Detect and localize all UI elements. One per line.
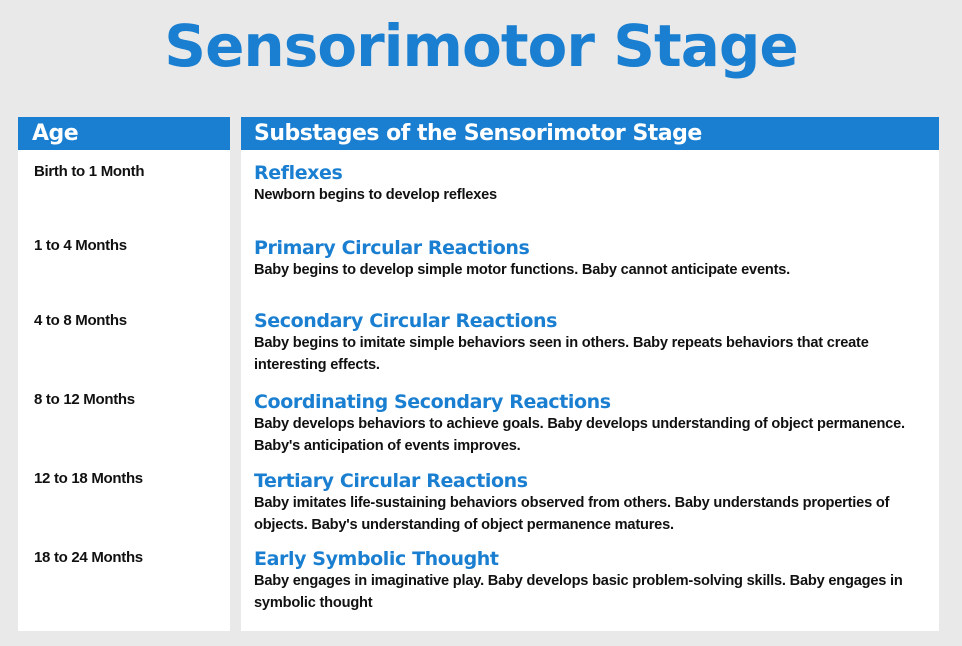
substage-early-symbolic-thought bbox=[254, 547, 924, 614]
substage-tertiary-circular-reactions bbox=[254, 469, 924, 536]
substage-description: Baby develops behaviors to achieve goals. Baby develops understanding of object permanence. Baby's anticipation of events improves. bbox=[254, 416, 905, 454]
age-column bbox=[18, 117, 230, 631]
substage-name: Reflexes bbox=[254, 162, 343, 184]
age-item-1-to-4-months: 1 to 4 Months bbox=[34, 237, 127, 254]
age-item-18-to-24-months: 18 to 24 Months bbox=[34, 549, 143, 566]
substage-description: Baby engages in imaginative play. Baby develops basic problem-solving skills. Baby engages in symbolic thought bbox=[254, 573, 903, 611]
age-item-birth-to-1-month: Birth to 1 Month bbox=[34, 163, 145, 180]
age-item-8-to-12-months: 8 to 12 Months bbox=[34, 391, 135, 408]
substages-column-header: Substages of the Sensorimotor Stage bbox=[241, 117, 939, 150]
substage-name: Secondary Circular Reactions bbox=[254, 310, 558, 332]
age-item-12-to-18-months: 12 to 18 Months bbox=[34, 470, 143, 487]
age-column-header: Age bbox=[18, 117, 230, 150]
substage-name: Primary Circular Reactions bbox=[254, 237, 530, 259]
substage-name: Coordinating Secondary Reactions bbox=[254, 391, 611, 413]
age-item-4-to-8-months: 4 to 8 Months bbox=[34, 312, 127, 329]
substage-description: Newborn begins to develop reflexes bbox=[254, 187, 497, 203]
substage-secondary-circular-reactions bbox=[254, 309, 924, 376]
substage-coordinating-secondary-reactions bbox=[254, 390, 924, 457]
page-title: Sensorimotor Stage bbox=[164, 12, 798, 80]
substage-name: Tertiary Circular Reactions bbox=[254, 470, 528, 492]
substage-primary-circular-reactions bbox=[254, 236, 924, 282]
substage-description: Baby imitates life-sustaining behaviors observed from others. Baby understands properties of objects. Baby's understanding of object permanence matures. bbox=[254, 495, 890, 533]
substage-description: Baby begins to develop simple motor functions. Baby cannot anticipate events. bbox=[254, 262, 791, 278]
substage-name: Early Symbolic Thought bbox=[254, 548, 499, 570]
substages-column bbox=[241, 117, 939, 631]
substage-description: Baby begins to imitate simple behaviors seen in others. Baby repeats behaviors that create interesting effects. bbox=[254, 335, 869, 373]
substage-reflexes bbox=[254, 161, 924, 207]
